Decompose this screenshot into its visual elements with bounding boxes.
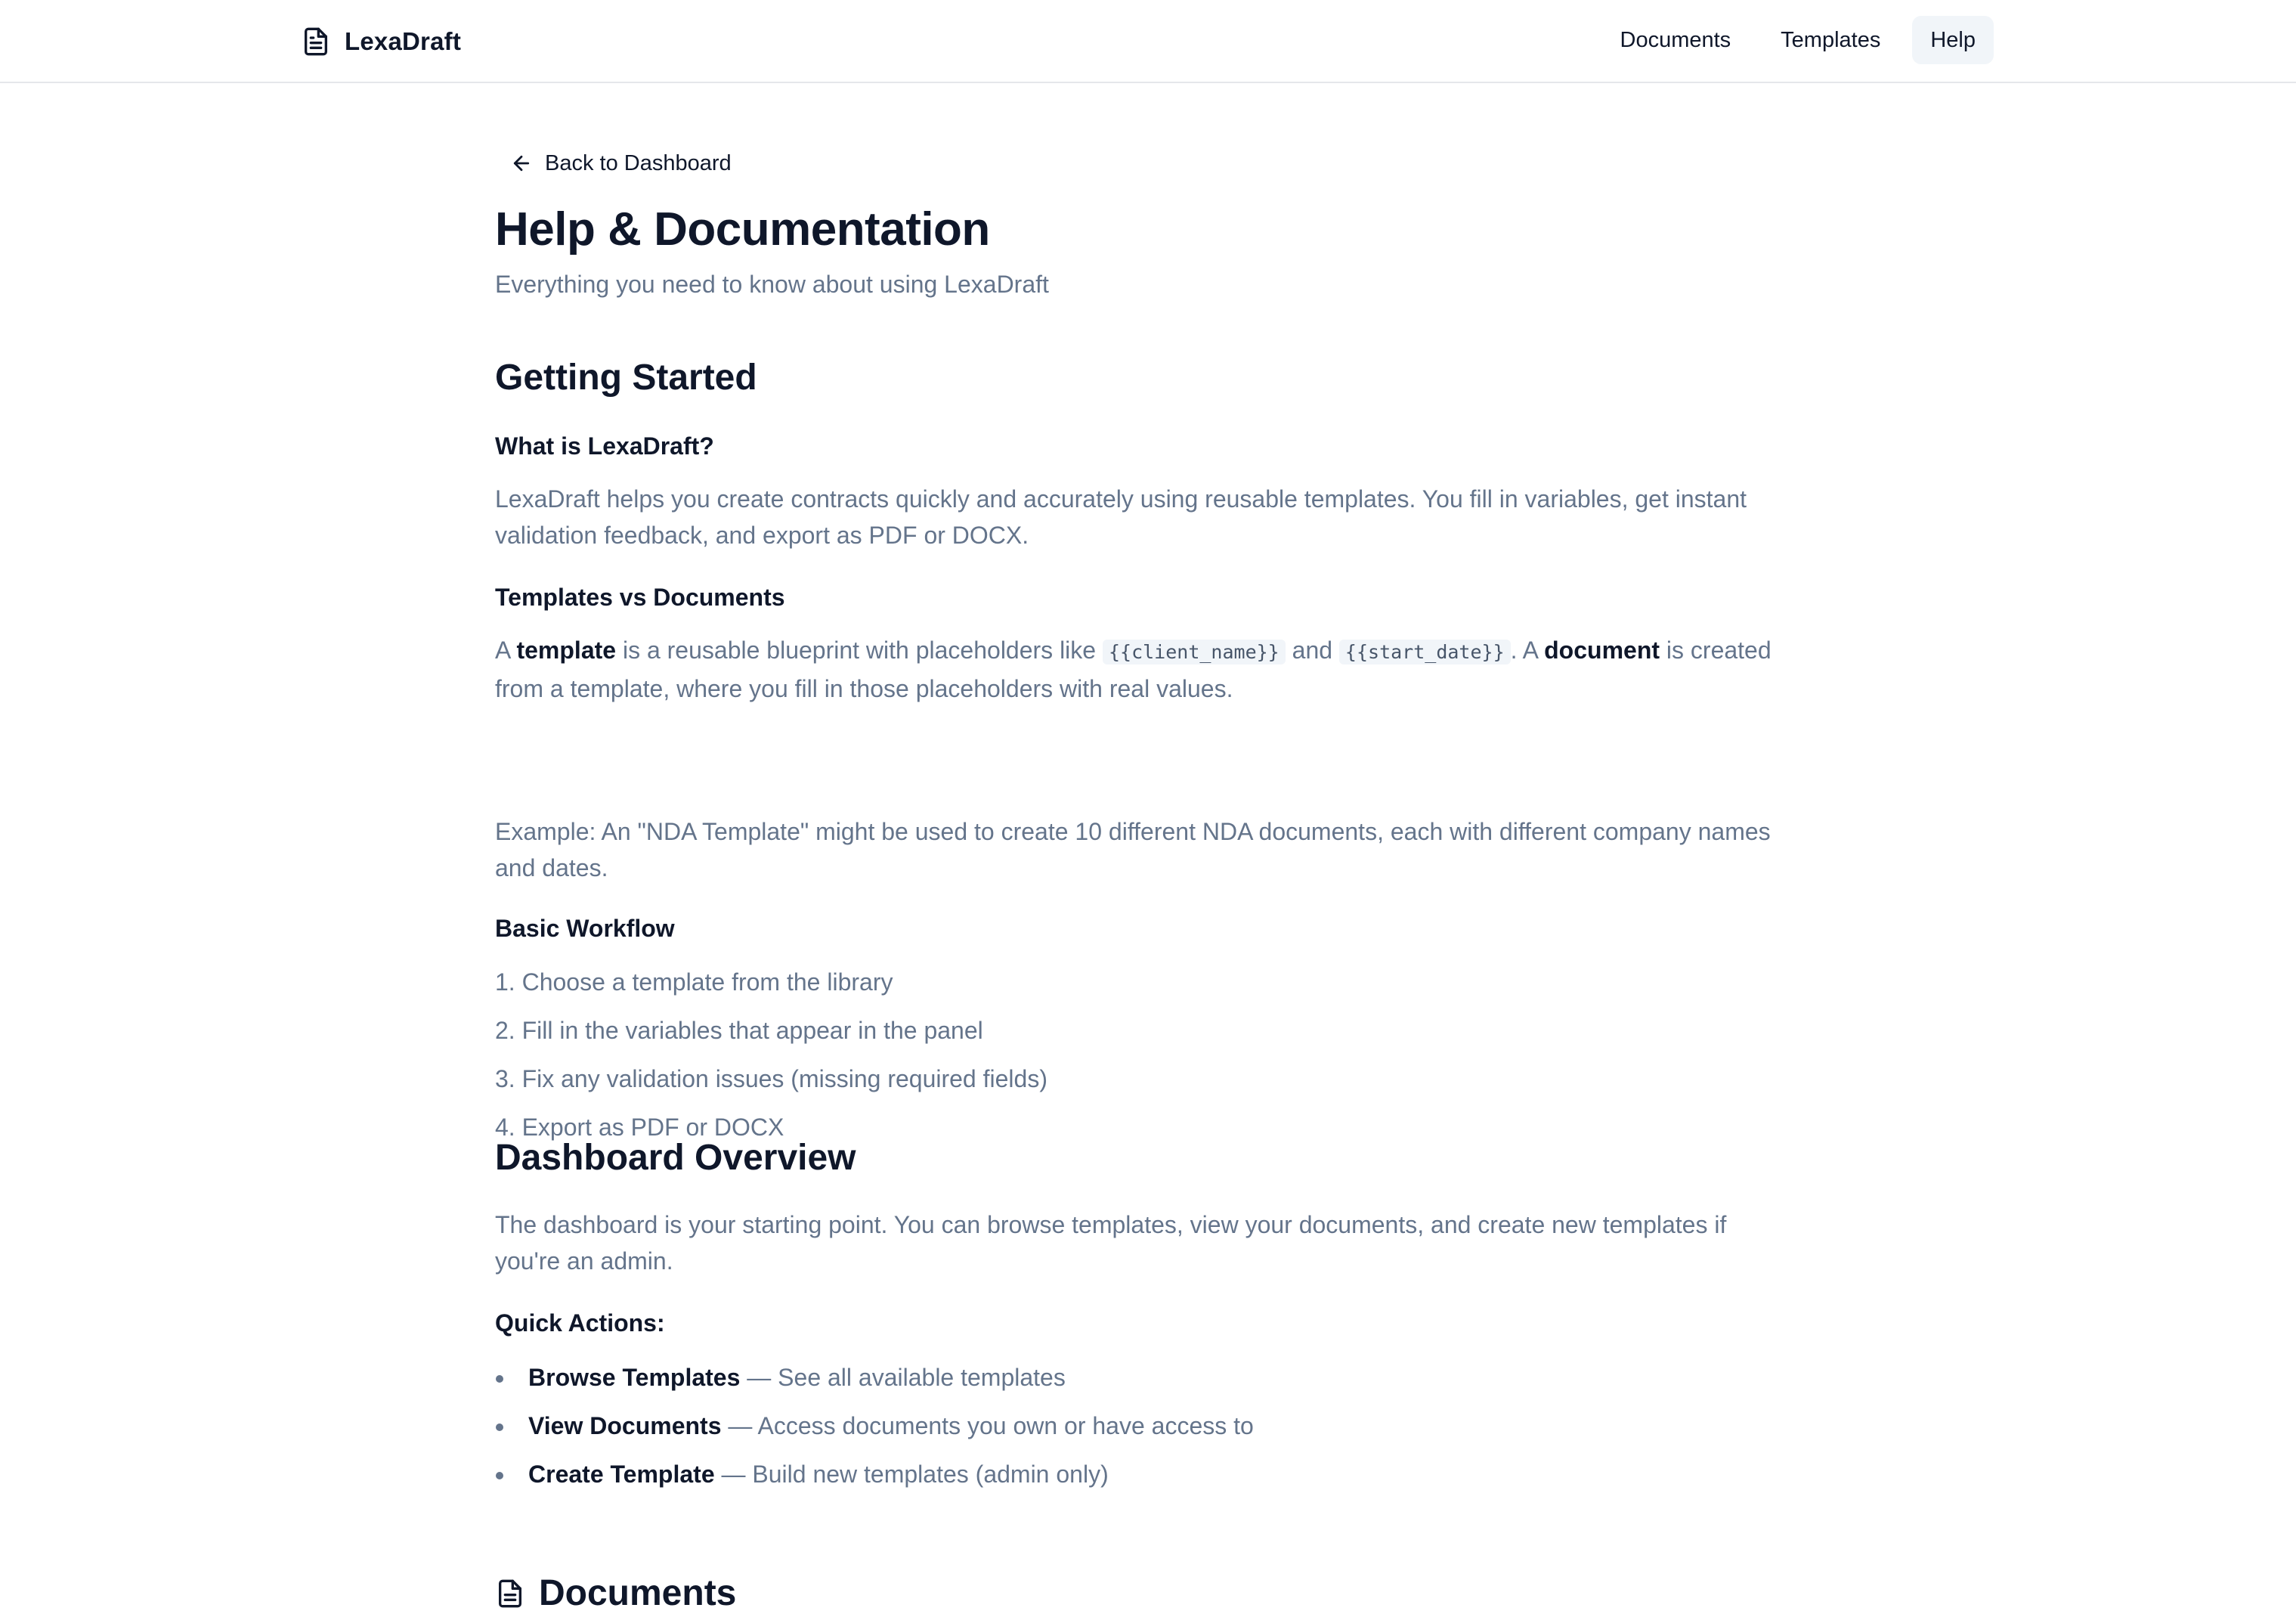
text-fragment: is a reusable blueprint with placeholders like (616, 637, 1103, 664)
subheading-quick-actions: Quick Actions: (495, 1309, 665, 1337)
section-heading-dashboard-overview: Dashboard Overview (495, 1138, 856, 1178)
templates-vs-documents-paragraph (495, 632, 1791, 707)
code-start-date: {{start_date}} (1339, 640, 1511, 664)
what-is-paragraph: LexaDraft helps you create contracts quickly and accurately using reusable templates. You fill in variables, get instant validation feedback, and export as PDF or DOCX. (495, 485, 1747, 549)
workflow-step: 2. Fill in the variables that appear in the panel (495, 1017, 983, 1044)
term-template: template (516, 637, 617, 664)
section-heading-documents (495, 1572, 736, 1614)
quick-action-title: Create Template (528, 1461, 715, 1488)
nav-item-help[interactable]: Help (1912, 16, 1994, 64)
document-icon (301, 26, 331, 57)
arrow-left-icon (510, 152, 533, 175)
brand-name: LexaDraft (345, 27, 462, 55)
back-link-label: Back to Dashboard (545, 150, 732, 175)
document-icon (495, 1577, 525, 1610)
back-to-dashboard-link[interactable] (510, 141, 732, 186)
text-fragment: and (1285, 637, 1339, 664)
quick-action-item (495, 1412, 1254, 1440)
code-client-name: {{client_name}} (1103, 640, 1286, 664)
dashboard-paragraph: The dashboard is your starting point. You can browse templates, view your documents, and create new templates if you're an admin. (495, 1211, 1727, 1275)
quick-action-desc: — Access documents you own or have access to (721, 1412, 1254, 1439)
main-nav (1602, 16, 1994, 64)
section-heading-getting-started: Getting Started (495, 358, 757, 398)
workflow-step: 1. Choose a template from the library (495, 968, 893, 996)
example-paragraph: Example: An "NDA Template" might be used to create 10 different NDA documents, each with different company names and dates. (495, 818, 1771, 881)
subheading-what-is: What is LexaDraft? (495, 432, 714, 460)
quick-action-desc: — Build new templates (admin only) (714, 1461, 1109, 1488)
subheading-basic-workflow: Basic Workflow (495, 915, 675, 942)
workflow-step: 4. Export as PDF or DOCX (495, 1114, 784, 1141)
workflow-step: 3. Fix any validation issues (missing required fields) (495, 1065, 1047, 1092)
quick-action-item (495, 1461, 1109, 1489)
term-document: document (1544, 637, 1660, 664)
quick-action-desc: — See all available templates (740, 1364, 1066, 1391)
page-title: Help & Documentation (495, 203, 990, 256)
page-subtitle: Everything you need to know about using LexaDraft (495, 271, 1049, 298)
quick-action-item (495, 1364, 1066, 1392)
text-fragment: . A (1510, 637, 1545, 664)
text-fragment: is created from a template, where you fill in those placeholders with real values. (495, 637, 1772, 702)
documents-heading-text: Documents (539, 1573, 737, 1613)
quick-action-title: Browse Templates (528, 1364, 741, 1391)
quick-action-title: View Documents (528, 1412, 722, 1439)
nav-item-documents[interactable]: Documents (1620, 27, 1731, 52)
subheading-templates-vs-documents: Templates vs Documents (495, 584, 785, 611)
text-fragment: A (495, 637, 517, 664)
top-navigation-bar (0, 0, 2296, 83)
nav-item-templates[interactable]: Templates (1781, 27, 1881, 52)
brand-logo-link[interactable] (301, 23, 461, 60)
